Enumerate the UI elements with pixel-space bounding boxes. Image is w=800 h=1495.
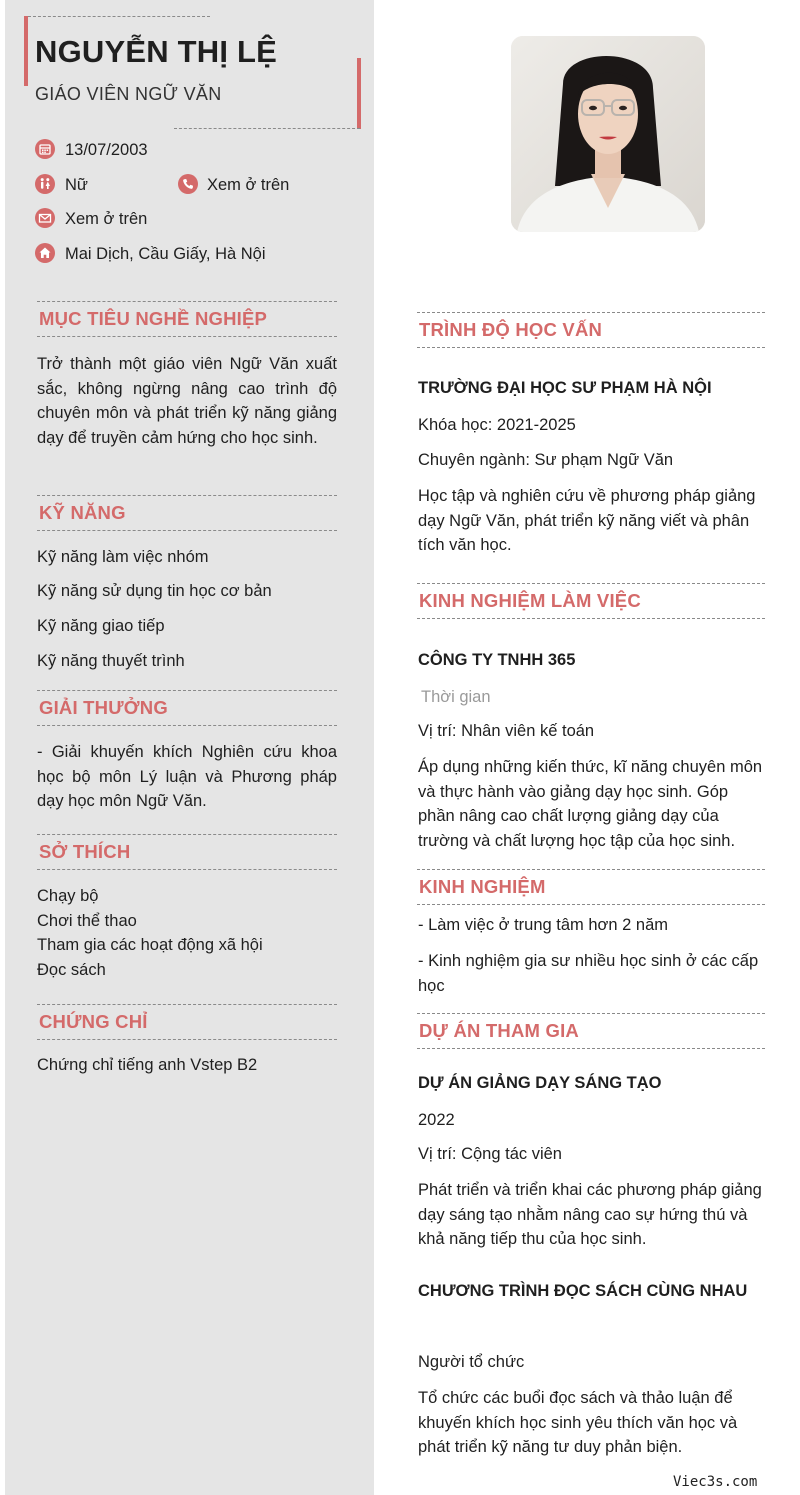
calendar-icon: [35, 139, 55, 159]
experience-heading: KINH NGHIỆM: [417, 869, 765, 905]
project-year: 2022: [418, 1111, 455, 1129]
work-position: Vị trí: Nhân viên kế toán: [418, 722, 595, 740]
project-role: Người tổ chức: [418, 1353, 525, 1371]
projects-heading: DỰ ÁN THAM GIA: [417, 1013, 765, 1049]
education-description: Học tập và nghiên cứu về phương pháp giảng dạy Ngữ Văn, phát triển kỹ năng viết và phân tích văn học.: [418, 487, 756, 554]
hobbies-heading: SỞ THÍCH: [37, 834, 337, 870]
awards-text: - Giải khuyến khích Nghiên cứu khoa học bộ môn Lý luận và Phương pháp dạy học môn Ngữ Văn.: [37, 743, 337, 810]
job-title: GIÁO VIÊN NGỮ VĂN: [35, 84, 222, 104]
course: Khóa học: 2021-2025: [418, 416, 576, 434]
work-time: Thời gian: [421, 688, 491, 706]
profile-photo: [511, 36, 705, 232]
birthday: 13/07/2003: [65, 141, 148, 159]
major: Chuyên ngành: Sư phạm Ngữ Văn: [418, 451, 674, 469]
project-name: DỰ ÁN GIẢNG DẠY SÁNG TẠO: [418, 1074, 662, 1092]
candidate-name: NGUYỄN THỊ LỆ: [35, 34, 278, 69]
list-item: Kỹ năng sử dụng tin học cơ bản: [37, 582, 272, 600]
email: Xem ở trên: [65, 210, 148, 228]
list-item: Chứng chỉ tiếng anh Vstep B2: [37, 1056, 258, 1074]
list-item: Tham gia các hoạt động xã hội: [37, 936, 263, 954]
list-item: Kỹ năng giao tiếp: [37, 617, 165, 635]
list-item: Kỹ năng làm việc nhóm: [37, 548, 209, 566]
divider: [28, 16, 210, 17]
list-item: Đọc sách: [37, 961, 106, 979]
education-heading: TRÌNH ĐỘ HỌC VẤN: [417, 312, 765, 348]
phone-icon: [178, 174, 198, 194]
project-role: Vị trí: Cộng tác viên: [418, 1145, 562, 1163]
list-item: Chạy bộ: [37, 887, 99, 905]
list-item: Chơi thể thao: [37, 912, 137, 930]
school-name: TRƯỜNG ĐẠI HỌC SƯ PHẠM HÀ NỘI: [418, 379, 712, 397]
name-header: [24, 16, 364, 130]
work-description: Áp dụng những kiến thức, kĩ năng chuyên môn và thực hành vào giảng dạy học sinh. Góp phần nâng cao chất lượng giảng dạy của trường và chất lượng học tập của học sinh.: [418, 758, 763, 850]
awards-heading: GIẢI THƯỞNG: [37, 690, 337, 726]
phone: Xem ở trên: [207, 176, 290, 194]
email-icon: [35, 208, 55, 228]
company-name: CÔNG TY TNHH 365: [418, 651, 576, 669]
divider: [174, 128, 360, 129]
project-description: Tổ chức các buổi đọc sách và thảo luận để khuyến khích học sinh yêu thích văn học và phát triển kỹ năng tư duy phản biện.: [418, 1389, 738, 1456]
address: Mai Dịch, Cầu Giấy, Hà Nội: [65, 245, 266, 263]
gender: Nữ: [65, 176, 88, 194]
gender-icon: [35, 174, 55, 194]
project-name: CHƯƠNG TRÌNH ĐỌC SÁCH CÙNG NHAU: [418, 1282, 748, 1300]
project-description: Phát triển và triển khai các phương pháp giảng dạy sáng tạo nhằm nâng cao sự hứng thú và khả năng tiếp thu của học sinh.: [418, 1181, 762, 1248]
objective-heading: MỤC TIÊU NGHỀ NGHIỆP: [37, 301, 337, 337]
list-item: Kỹ năng thuyết trình: [37, 652, 185, 670]
home-icon: [35, 243, 55, 263]
accent-bar: [24, 16, 28, 86]
list-item: - Làm việc ở trung tâm hơn 2 năm: [418, 916, 668, 934]
accent-bar: [357, 58, 361, 129]
work-heading: KINH NGHIỆM LÀM VIỆC: [417, 583, 765, 619]
list-item: - Kinh nghiệm gia sư nhiều học sinh ở các cấp học: [418, 952, 759, 995]
certificates-heading: CHỨNG CHỈ: [37, 1004, 337, 1040]
brand-watermark: Viec3s.com: [673, 1474, 758, 1490]
skills-heading: KỸ NĂNG: [37, 495, 337, 531]
objective-text: Trở thành một giáo viên Ngữ Văn xuất sắc, không ngừng nâng cao trình độ chuyên môn và phát triển kỹ năng giảng dạy để truyền cảm hứng cho học sinh.: [37, 355, 337, 447]
